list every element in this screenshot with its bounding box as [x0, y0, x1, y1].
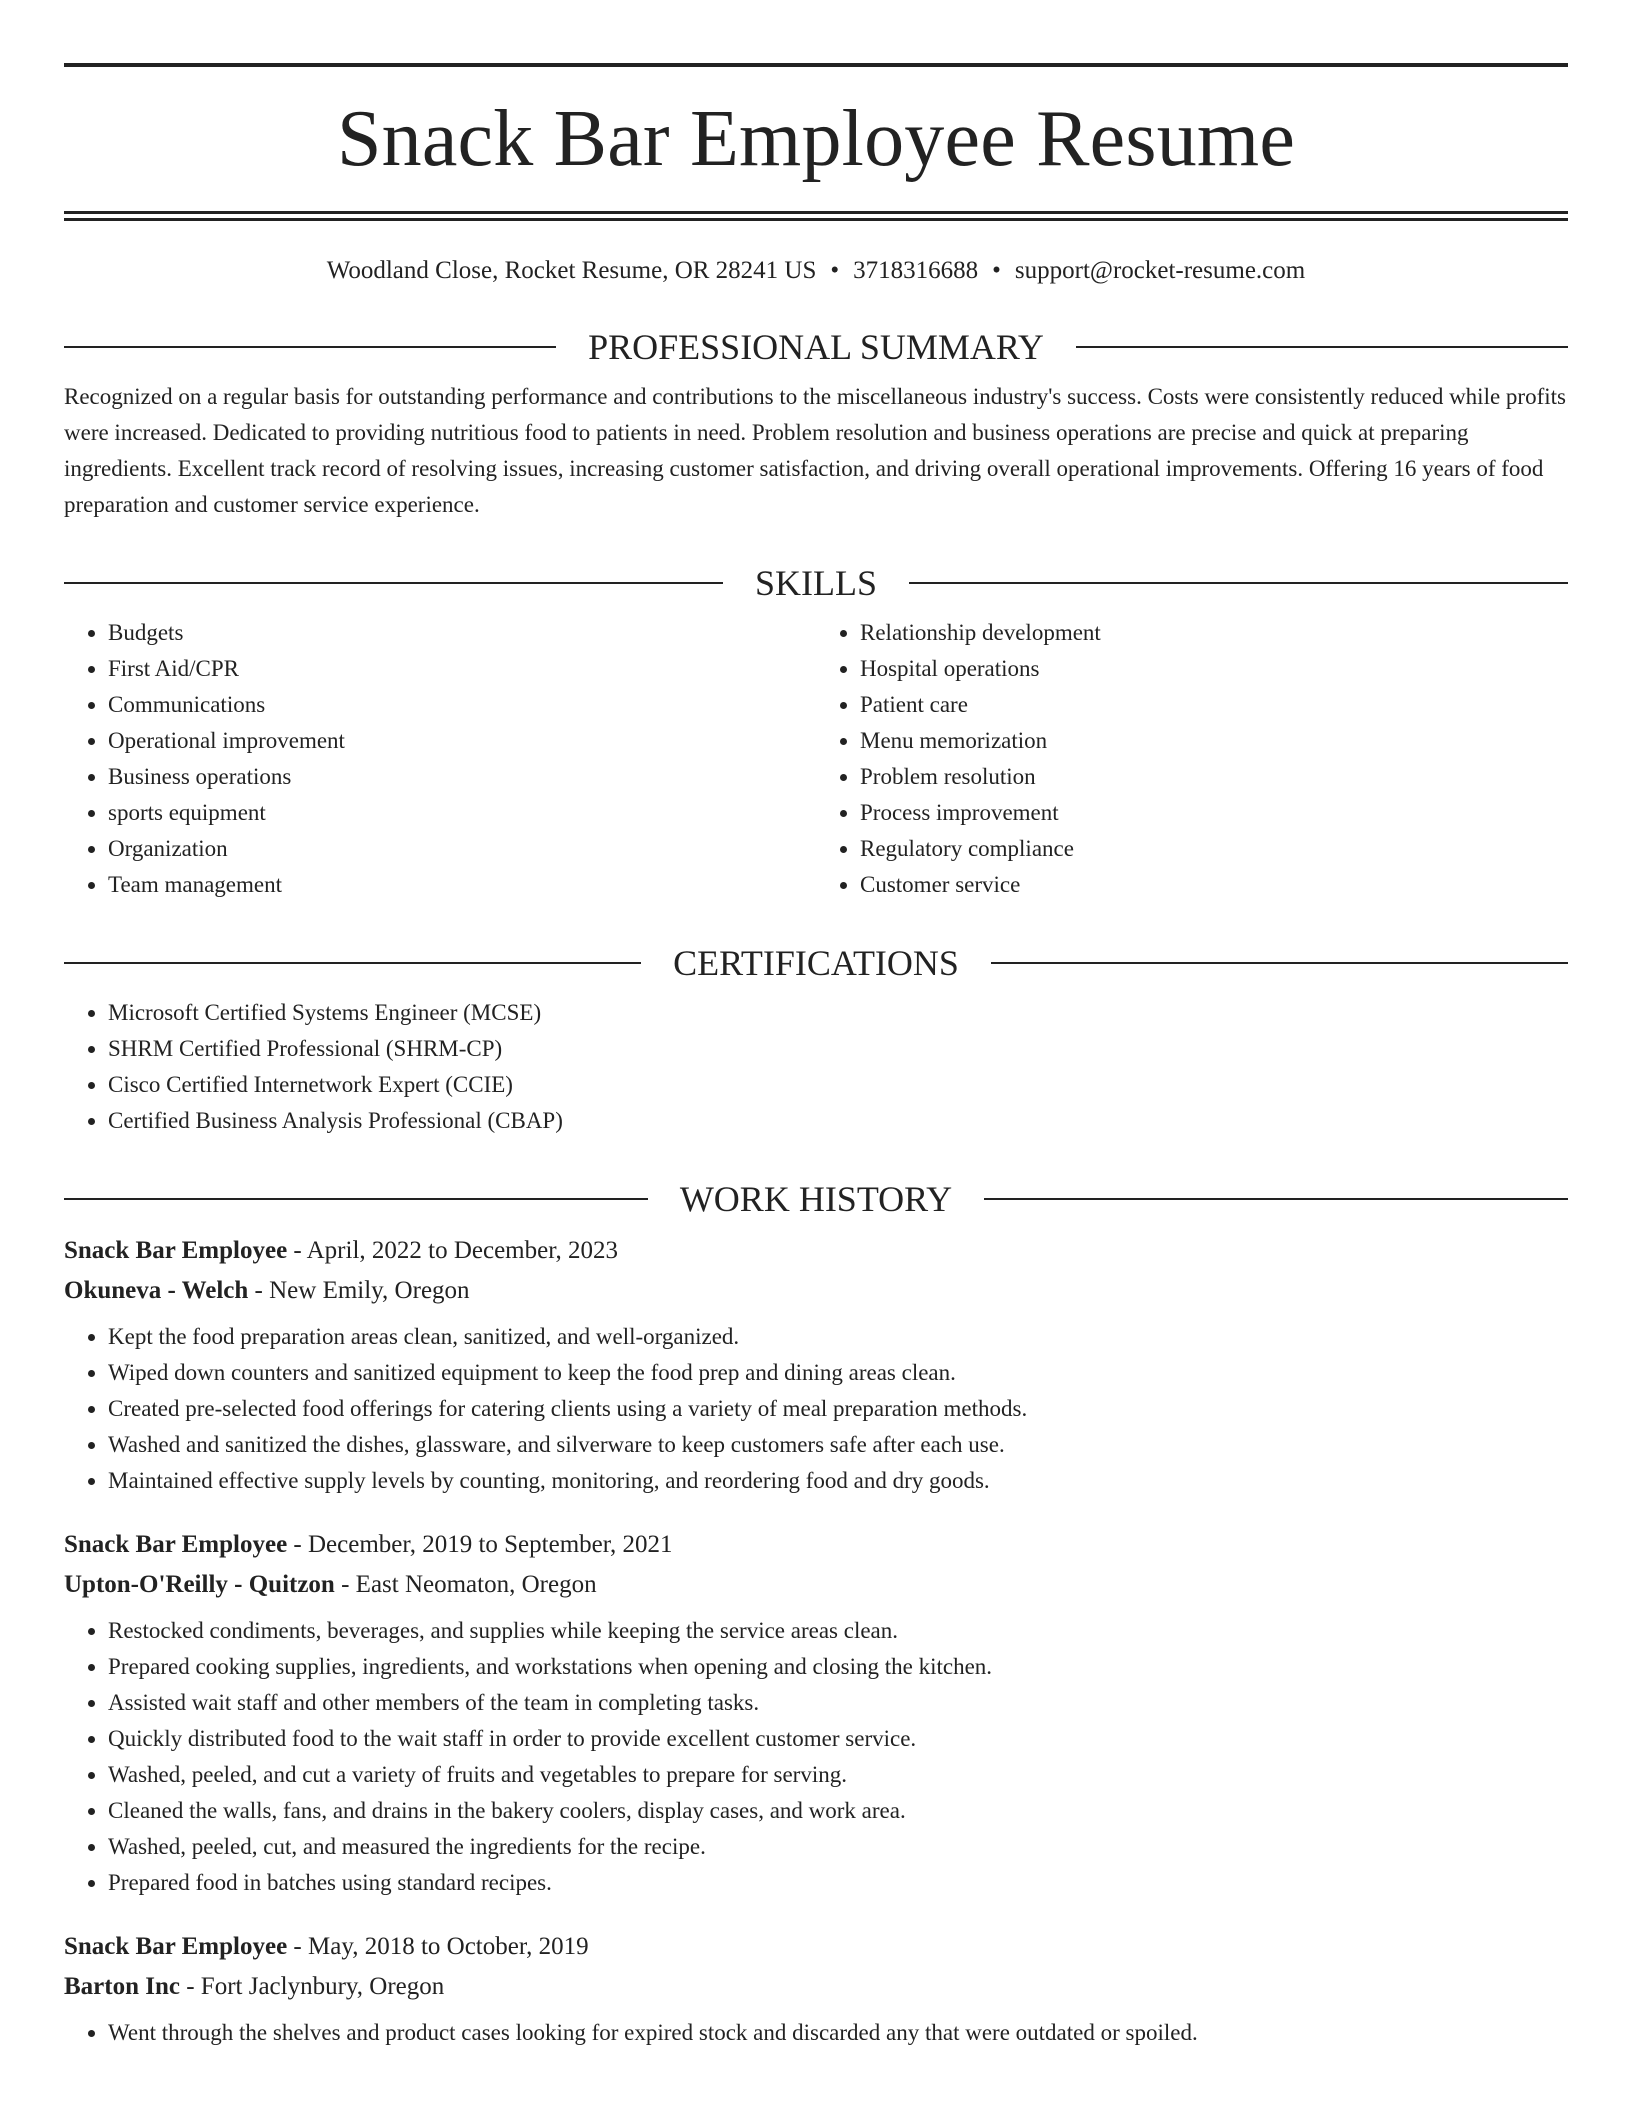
job-location: - East Neomaton, Oregon — [334, 1571, 597, 1598]
job-entry — [64, 1927, 1568, 2051]
heading-rule-left — [64, 582, 723, 584]
job-location: - New Emily, Oregon — [248, 1277, 470, 1304]
skill-item: • Menu memorization — [860, 723, 1568, 759]
skill-item: • Team management — [108, 867, 816, 903]
skill-item: • Budgets — [108, 615, 816, 651]
contact-line — [64, 255, 1568, 287]
job-bullet: • Restocked condiments, beverages, and supplies while keeping the service areas clean. — [108, 1613, 1568, 1649]
heading-rule-right — [984, 1198, 1568, 1200]
job-bullet: • Prepared food in batches using standard recipes. — [108, 1865, 1568, 1901]
job-title: Snack Bar Employee — [64, 1933, 288, 1960]
job-bullets — [64, 2015, 1568, 2051]
job-company-line — [64, 1967, 1568, 2007]
job-title-line — [64, 1525, 1568, 1565]
skills-list-right — [816, 615, 1568, 903]
job-company-line — [64, 1565, 1568, 1605]
job-dates: - May, 2018 to October, 2019 — [287, 1933, 589, 1960]
summary-text: Recognized on a regular basis for outstanding performance and contributions to the miscellaneous industry's success. Costs were consistently reduced while profits were increased. Dedicated to providing nutritious food to patients in need. Problem resolution and business operations are precise and quick at preparing ingredients. Excellent track record of resolving issues, increasing customer satisfaction, and driving overall operational improvements. Offering 16 years of food preparation and customer service experience. — [64, 384, 1566, 517]
top-rule — [64, 63, 1568, 67]
job-bullet: • Cleaned the walls, fans, and drains in the bakery coolers, display cases, and work area. — [108, 1793, 1568, 1829]
summary-heading — [64, 327, 1568, 367]
certification-item: • Microsoft Certified Systems Engineer (MCSE) — [108, 995, 1568, 1031]
certifications-heading — [64, 943, 1568, 983]
job-bullet: • Quickly distributed food to the wait staff in order to provide excellent customer service. — [108, 1721, 1568, 1757]
work-history-heading — [64, 1179, 1568, 1219]
skill-item: • Patient care — [860, 687, 1568, 723]
contact-address: Woodland Close, Rocket Resume, OR 28241 US — [326, 257, 817, 284]
skill-item: • Operational improvement — [108, 723, 816, 759]
work-history-heading-label: WORK HISTORY — [679, 1179, 953, 1219]
contact-email: support@rocket-resume.com — [1014, 257, 1306, 284]
job-bullet: • Kept the food preparation areas clean, sanitized, and well-organized. — [108, 1319, 1568, 1355]
job-entry — [64, 1231, 1568, 1499]
resume-title: Snack Bar Employee Resume — [336, 95, 1296, 183]
skills-heading-label: SKILLS — [755, 563, 878, 603]
job-title-line — [64, 1927, 1568, 1967]
job-company: Barton Inc — [64, 1973, 180, 2000]
skill-item: • Hospital operations — [860, 651, 1568, 687]
skill-item: • Communications — [108, 687, 816, 723]
skill-item: • Organization — [108, 831, 816, 867]
job-company: Okuneva - Welch — [64, 1277, 249, 1304]
heading-rule-right — [909, 582, 1568, 584]
job-entry — [64, 1525, 1568, 1901]
job-bullet: • Washed, peeled, and cut a variety of fruits and vegetables to prepare for serving. — [108, 1757, 1568, 1793]
certification-item: • SHRM Certified Professional (SHRM-CP) — [108, 1031, 1568, 1067]
certifications-heading-label: CERTIFICATIONS — [673, 943, 959, 983]
job-bullet: • Assisted wait staff and other members of the team in completing tasks. — [108, 1685, 1568, 1721]
job-bullet: • Wiped down counters and sanitized equipment to keep the food prep and dining areas clean. — [108, 1355, 1568, 1391]
heading-rule-right — [1076, 346, 1568, 348]
certifications-list — [64, 995, 1568, 1139]
skill-item: • First Aid/CPR — [108, 651, 816, 687]
heading-rule-left — [64, 346, 556, 348]
heading-rule-right — [991, 962, 1568, 964]
certification-item: • Certified Business Analysis Professional (CBAP) — [108, 1103, 1568, 1139]
job-location: - Fort Jaclynbury, Oregon — [179, 1973, 445, 2000]
skill-item: • Relationship development — [860, 615, 1568, 651]
skills-list-left — [64, 615, 816, 903]
job-dates: - April, 2022 to December, 2023 — [287, 1237, 619, 1264]
job-bullets — [64, 1613, 1568, 1901]
skill-item: • Business operations — [108, 759, 816, 795]
contact-phone: 3718316688 — [853, 257, 979, 284]
heading-rule-left — [64, 1198, 648, 1200]
job-bullets — [64, 1319, 1568, 1499]
title-double-rule — [64, 211, 1568, 221]
job-company-line — [64, 1271, 1568, 1311]
job-bullet: • Washed, peeled, cut, and measured the ingredients for the recipe. — [108, 1829, 1568, 1865]
job-company: Upton-O'Reilly - Quitzon — [64, 1571, 335, 1598]
job-title-line — [64, 1231, 1568, 1271]
skills-heading — [64, 563, 1568, 603]
certification-item: • Cisco Certified Internetwork Expert (CCIE) — [108, 1067, 1568, 1103]
job-title: Snack Bar Employee — [64, 1531, 288, 1558]
job-bullet: • Maintained effective supply levels by counting, monitoring, and reordering food and dry goods. — [108, 1463, 1568, 1499]
job-title: Snack Bar Employee — [64, 1237, 288, 1264]
job-bullet: • Prepared cooking supplies, ingredients, and workstations when opening and closing the kitchen. — [108, 1649, 1568, 1685]
skill-item: • Regulatory compliance — [860, 831, 1568, 867]
skill-item: • Problem resolution — [860, 759, 1568, 795]
contact-separator: • — [830, 257, 840, 284]
skills-columns — [64, 615, 1568, 903]
contact-separator: • — [992, 257, 1001, 284]
skill-item: • Process improvement — [860, 795, 1568, 831]
job-dates: - December, 2019 to September, 2021 — [287, 1531, 673, 1558]
skill-item: • Customer service — [860, 867, 1568, 903]
job-bullet: • Washed and sanitized the dishes, glassware, and silverware to keep customers safe after each use. — [108, 1427, 1568, 1463]
job-bullet: • Went through the shelves and product cases looking for expired stock and discarded any that were outdated or spoiled. — [108, 2015, 1568, 2051]
skill-item: • sports equipment — [108, 795, 816, 831]
summary-heading-label: PROFESSIONAL SUMMARY — [588, 327, 1044, 367]
heading-rule-left — [64, 962, 641, 964]
job-bullet: • Created pre-selected food offerings for catering clients using a variety of meal preparation methods. — [108, 1391, 1568, 1427]
